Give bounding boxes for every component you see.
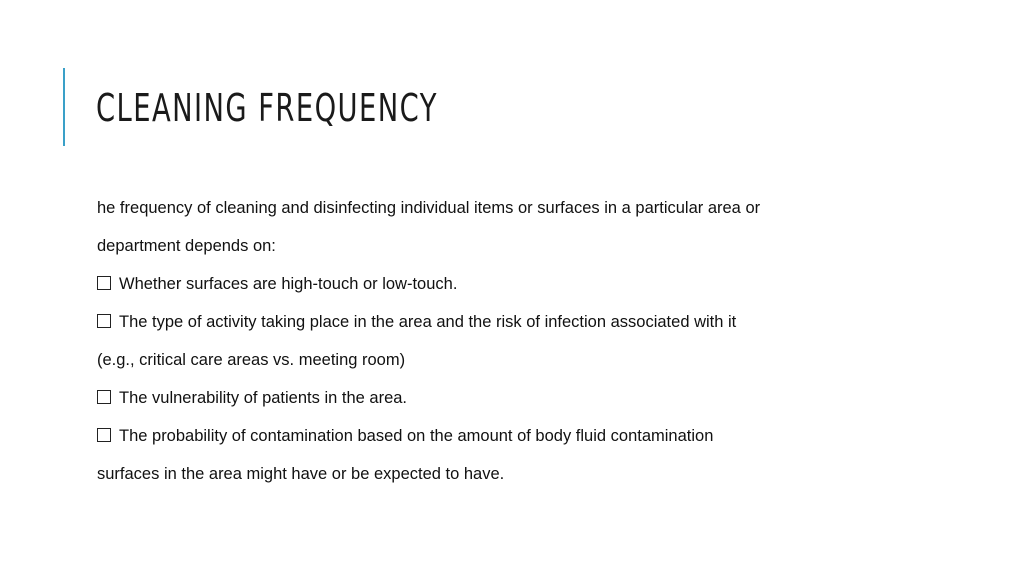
bullet-item (97, 379, 957, 417)
bullet-text: The probability of contamination based on the amount of body fluid contamination (119, 427, 714, 445)
bullet-continuation: (e.g., critical care areas vs. meeting room) (97, 351, 406, 369)
bullet-text: The type of activity taking place in the area and the risk of infection associated with it (119, 313, 737, 331)
bullet-continuation: surfaces in the area might have or be expected to have. (97, 465, 505, 483)
slide-title: CLEANING FREQUENCY (96, 86, 438, 130)
empty-checkbox-icon (97, 314, 111, 328)
empty-checkbox-icon (97, 428, 111, 442)
empty-checkbox-icon (97, 390, 111, 404)
bullet-text: The vulnerability of patients in the area. (119, 389, 408, 407)
intro-line: department depends on: (97, 237, 276, 255)
bullet-item (97, 303, 957, 341)
title-accent-bar (63, 68, 65, 146)
slide-body (97, 189, 957, 493)
intro-line: he frequency of cleaning and disinfecting individual items or surfaces in a particular area or (97, 199, 761, 217)
empty-checkbox-icon (97, 276, 111, 290)
bullet-item (97, 417, 957, 455)
bullet-text: Whether surfaces are high-touch or low-touch. (119, 275, 458, 293)
bullet-item (97, 265, 957, 303)
